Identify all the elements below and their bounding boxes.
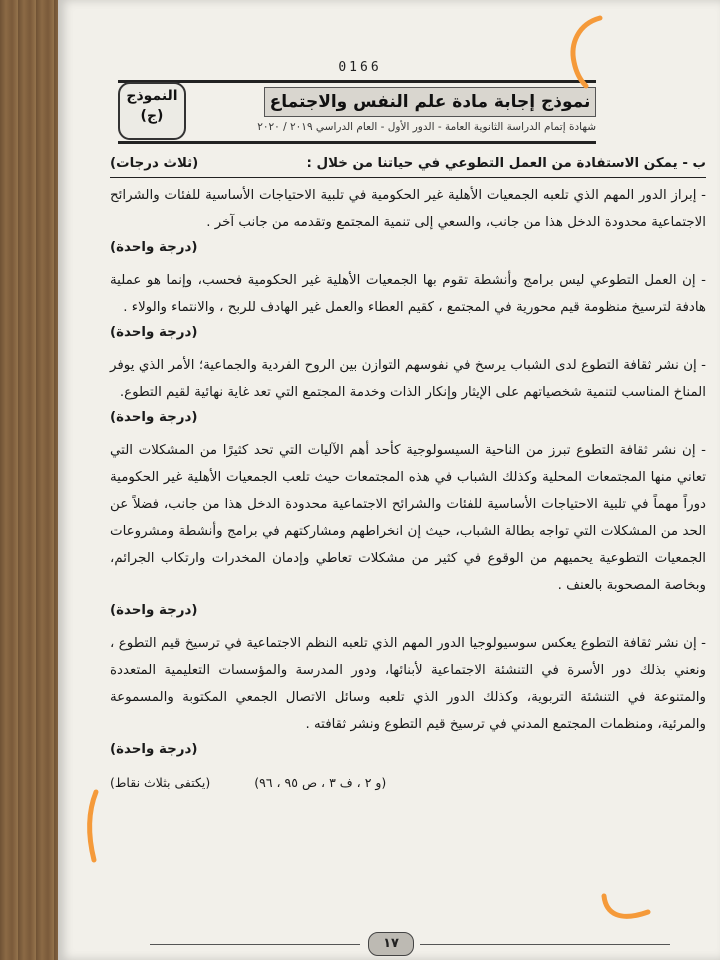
orange-marker-stroke-top	[560, 10, 610, 90]
document-title: نموذج إجابة مادة علم النفس والاجتماع	[264, 87, 596, 117]
serial-number: 0166	[338, 60, 382, 75]
model-letter: (ج)	[140, 108, 164, 124]
orange-marker-stroke-left	[78, 786, 108, 866]
answer-point-mark: (درجة واحدة)	[110, 742, 198, 757]
answer-point-text: - إن العمل التطوعي ليس برامج وأنشطة تقوم بها الجمعيات الأهلية غير الحكومية فحسب، وإنما هو عملية هادفة لترسيخ منظومة قيم محورية في المجتمع ، كقيم العطاء والعمل غير الهادف للربح ، والانتماء والولاء .	[110, 273, 706, 315]
answer-point-text: - إن نشر ثقافة التطوع تبرز من الناحية السيسولوجية كأحد أهم الآليات التي تحد كثيرًا من المشكلات التي تعاني منها المجتمعات المحلية وكذلك الشباب في هذه المجتمعات حيث تلعب الجمعيات الأهلية غير الحكومية دوراً مهماً في تلبية الاحتياجات الأساسية للفئات والشرائح الاجتماعية محدودة الدخل هذا من جانب، فضلاً عن الحد من المشكلات التي تواجه بطالة الشباب، حيث إن انخراطهم ومشاركتهم في برامج وأنشطة ومشروعات الجمعيات التطوعية يحميهم من الوقوع في كثير من مشكلات تعاطي وإدمان المخدرات وارتكاب الجرائم، وبخاصة المصحوبة بالعنف .	[110, 443, 706, 593]
model-label: النموذج	[126, 88, 178, 104]
sufficiency-note: (يكتفى بثلاث نقاط)	[110, 775, 211, 790]
answer-point-mark: (درجة واحدة)	[110, 603, 198, 618]
answer-point-mark: (درجة واحدة)	[110, 325, 198, 340]
question-line	[110, 150, 706, 178]
answer-point-2	[110, 267, 706, 346]
answer-point-mark: (درجة واحدة)	[110, 240, 198, 255]
orange-marker-stroke-bottom	[596, 890, 656, 930]
page-header	[118, 80, 596, 144]
answer-point-5	[110, 630, 706, 763]
footer-rule-right	[420, 944, 670, 945]
answer-point-3	[110, 352, 706, 431]
page-number: ١٧	[368, 932, 414, 956]
answer-point-text: - إبراز الدور المهم الذي تلعبه الجمعيات الأهلية غير الحكومية في تلبية الاحتياجات الأساسية للفئات والشرائح الاجتماعية محدودة الدخل هذا من جانب، والسعي إلى تنمية المجتمع وتقدمه من جانب آخر .	[110, 188, 706, 230]
answer-point-text: - إن نشر ثقافة التطوع لدى الشباب يرسخ في نفوسهم التوازن بين الروح الفردية والجماعية؛ الأمر الذي يوفر المناخ المناسب لتنمية شخصياتهم على الإيثار وإنكار الذات وخدمة المجتمع التي تعد غاية نهائية لقيم التطوع.	[110, 358, 706, 400]
answer-point-text: - إن نشر ثقافة التطوع يعكس سوسيولوجيا الدور المهم الذي تلعبه النظم الاجتماعية في ترسيخ قيم التطوع ، ونعني بذلك دور الأسرة في التنشئة الاجتماعية لأبنائها، ودور المدرسة والمؤسسات التعليمية المتعددة والمتنوعة في التنشئة التربوية، وكذلك الدور الذي تلعبه وسائل الاتصال الجمعي المكتوبة والمسموعة والمرئية، ومنظمات المجتمع المدني في ترسيخ قيم التطوع ونشر ثقافته .	[110, 636, 706, 732]
question-text: ب - يمكن الاستفادة من العمل التطوعي في حياتنا من خلال :	[306, 156, 706, 171]
answer-point-4	[110, 437, 706, 624]
model-badge	[118, 82, 186, 140]
page-footer	[150, 930, 670, 960]
answer-point-mark: (درجة واحدة)	[110, 410, 198, 425]
answer-point-1	[110, 182, 706, 261]
reference-line	[110, 769, 706, 796]
reference-note: (و ٢ ، ف ٣ ، ص ٩٥ ، ٩٦)	[254, 775, 387, 790]
document-subtitle: شهادة إتمام الدراسة الثانوية العامة - الدور الأول - العام الدراسي ٢٠١٩ / ٢٠٢٠	[257, 121, 596, 133]
answer-body	[110, 150, 706, 796]
footer-rule-left	[150, 944, 360, 945]
question-marks: (ثلاث درجات)	[110, 156, 199, 171]
